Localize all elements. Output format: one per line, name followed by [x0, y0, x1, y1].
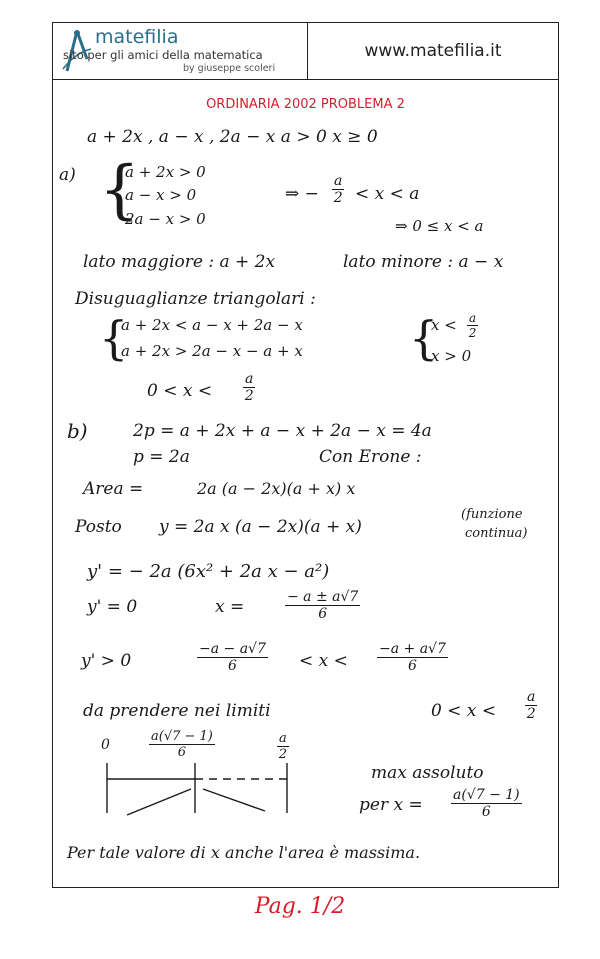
fraction-num: a — [279, 731, 287, 746]
absolute-max-label: max assoluto — [371, 763, 484, 783]
posto-label: Posto — [75, 517, 122, 537]
derivative-positive: y' > 0 — [81, 651, 132, 671]
x-equals: x = — [215, 597, 245, 617]
semiperimeter-line: p = 2a — [133, 447, 190, 467]
within-limits-note: da prendere nei limiti — [83, 701, 271, 721]
fraction-num: a — [527, 689, 536, 705]
left-root-denominator: 6 — [227, 658, 237, 674]
system3-line1: x < — [431, 316, 457, 334]
max-point-denominator: 6 — [481, 804, 491, 820]
system2-line1: a + 2x < a − x + 2a − x — [121, 316, 303, 334]
system2-line2: a + 2x > 2a − x − a + x — [121, 342, 303, 360]
sign-chart — [53, 23, 560, 889]
continuous-note-2: continua) — [465, 526, 528, 541]
fraction-den: 2 — [278, 747, 288, 762]
tagline: sito per gli amici della matematica — [63, 48, 263, 62]
system3-brace: { — [409, 311, 439, 365]
decreasing-arrow — [203, 789, 265, 811]
derivative-line: y' = − 2a (6x² + 2a x − a²) — [87, 561, 330, 582]
fraction-den: 2 — [244, 388, 254, 404]
problem-title: ORDINARIA 2002 PROBLEMA 2 — [206, 97, 405, 112]
conclusion-line: Per tale valore di x anche l'area è massima. — [67, 843, 421, 862]
increasing-arrow — [127, 789, 191, 815]
system1-line1: a + 2x > 0 — [125, 163, 206, 181]
right-root-numerator: −a + a√7 — [379, 641, 446, 657]
right-root-denominator: 6 — [407, 658, 417, 674]
implication1: ⇒ − — [285, 184, 319, 204]
max-point-fraction — [451, 787, 522, 820]
fraction-den: 2 — [333, 190, 343, 206]
system-brace: { — [99, 153, 140, 227]
lato-maggiore: lato maggiore : a + 2x — [83, 252, 276, 272]
range1: 0 < x < — [147, 381, 213, 401]
derivative-zero: y' = 0 — [87, 597, 138, 617]
sides-line: a + 2x , a − x , 2a − x a > 0 x ≥ 0 — [87, 127, 378, 147]
perimeter-line: 2p = a + 2x + a − x + 2a − x = 4a — [133, 421, 432, 441]
fraction-num: a — [469, 311, 477, 325]
fraction-num: a — [334, 173, 343, 189]
roots-numerator: − a ± a√7 — [287, 589, 359, 605]
part-a-label: a) — [59, 165, 76, 185]
system1-line3: 2a − x > 0 — [125, 210, 206, 228]
heron-label: Con Erone : — [319, 447, 422, 467]
max-at-x: per x = — [359, 795, 423, 815]
max-point-numerator: a(√7 − 1) — [453, 787, 520, 803]
system2-brace: { — [99, 311, 129, 365]
y-definition: y = 2a x (a − 2x)(a + x) — [159, 517, 362, 537]
area-label: Area = — [83, 479, 144, 499]
range2: 0 < x < — [431, 701, 497, 721]
author-credit: by giuseppe scoleri — [183, 63, 276, 74]
system3-line2: x > 0 — [431, 347, 472, 365]
critical-point-denominator: 6 — [177, 745, 187, 760]
sign-chart-zero: 0 — [101, 737, 110, 753]
brand-name: matefilia — [95, 26, 179, 48]
worksheet — [52, 22, 559, 888]
implication2: ⇒ 0 ≤ x < a — [395, 217, 484, 235]
roots-denominator: 6 — [318, 606, 328, 622]
page-number: Pag. 1/2 — [254, 894, 346, 919]
fraction-num: a — [245, 371, 254, 387]
fraction-den: 2 — [526, 706, 536, 722]
lato-minore: lato minore : a − x — [343, 252, 504, 272]
triangle-inequalities-label: Disuguaglianze triangolari : — [75, 289, 316, 309]
site-url[interactable]: www.matefilia.it — [364, 41, 502, 61]
inequality-middle: < x < — [299, 651, 348, 671]
critical-point-numerator: a(√7 − 1) — [151, 729, 213, 744]
left-root-numerator: −a − a√7 — [199, 641, 266, 657]
fraction-den: 2 — [468, 326, 477, 340]
implication1-tail: < x < a — [355, 184, 420, 204]
part-b-label: b) — [67, 419, 88, 443]
system1-line2: a − x > 0 — [125, 186, 197, 204]
area-radicand: 2a (a − 2x)(a + x) x — [197, 479, 356, 498]
continuous-note-1: (funzione — [461, 507, 523, 522]
